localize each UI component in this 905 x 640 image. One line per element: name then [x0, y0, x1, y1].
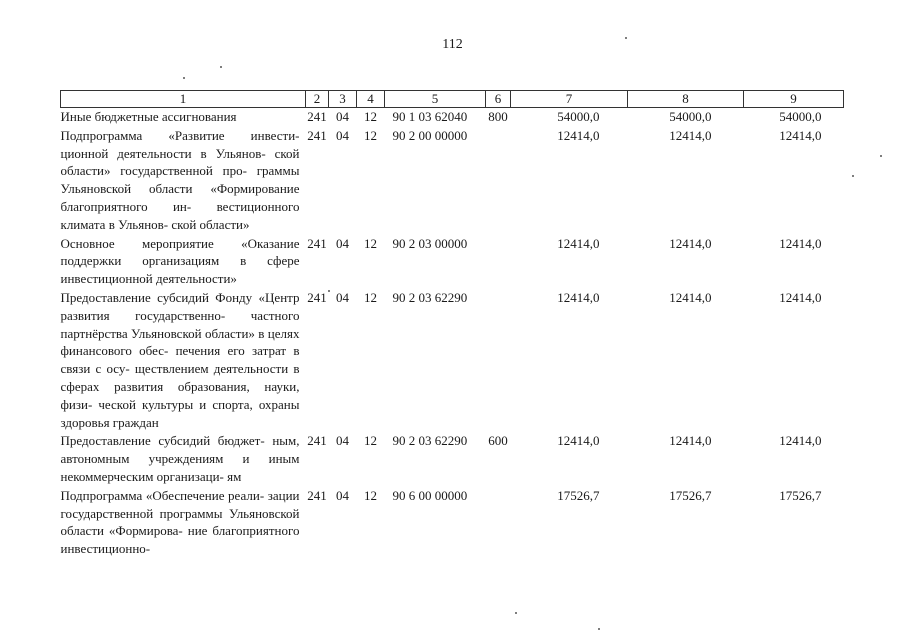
scan-speck [183, 77, 185, 79]
scan-speck [625, 37, 627, 39]
cell-amount-7: 12414,0 [557, 433, 600, 449]
cell-target-code: 90 6 00 00000 [392, 487, 468, 503]
scan-speck [328, 290, 330, 292]
cell-amount-8: 12414,0 [669, 127, 712, 143]
cell-amount-8: 54000,0 [669, 109, 712, 124]
column-header: 5 [385, 91, 486, 108]
cell-code-4: 12 [364, 487, 377, 503]
scan-speck [598, 628, 600, 630]
cell-code-3: 04 [336, 235, 349, 251]
row-name: Подпрограмма «Обеспечение реали- зации государственной программы Ульяновской области «Формирова- ние благоприятного инвестиционно- [60, 487, 300, 557]
cell-amount-9: 12414,0 [779, 235, 822, 251]
cell-code-4: 12 [364, 433, 377, 449]
cell-code-2: 241 [307, 289, 327, 305]
cell-expense-type [486, 235, 511, 289]
cell-code-4: 12 [364, 109, 377, 124]
cell-amount-8: 17526,7 [669, 487, 712, 503]
row-name: Предоставление субсидий Фонду «Центр развития государственно- частного партнёрства Ульяновской области» в целях финансового обес- печения его затрат в связи с осу- ществлением деятельности в сферах развития образования, науки, физи- ческой культуры и спорта, охраны здоровья граждан [60, 289, 300, 430]
cell-amount-7: 54000,0 [557, 109, 600, 124]
column-header: 2 [306, 91, 329, 108]
column-header: 1 [61, 91, 306, 108]
cell-target-code: 90 2 00 00000 [392, 127, 468, 143]
cell-code-4: 12 [364, 127, 377, 143]
cell-code-2: 241 [307, 235, 327, 251]
cell-code-4: 12 [364, 235, 377, 251]
cell-code-2: 241 [307, 487, 327, 503]
table-row [61, 235, 844, 289]
cell-amount-7: 12414,0 [557, 235, 600, 251]
cell-amount-7: 12414,0 [557, 127, 600, 143]
cell-code-2: 241 [307, 127, 327, 143]
scan-speck [852, 175, 854, 177]
scan-speck [880, 155, 882, 157]
cell-code-3: 04 [336, 433, 349, 449]
cell-target-code: 90 2 03 62290 [392, 433, 468, 449]
column-header: 4 [357, 91, 385, 108]
cell-amount-7: 12414,0 [557, 289, 600, 305]
cell-amount-9: 12414,0 [779, 433, 822, 449]
cell-target-code: 90 2 03 62290 [392, 289, 468, 305]
cell-amount-9: 54000,0 [779, 109, 822, 124]
table-row [61, 289, 844, 432]
table-row [61, 108, 844, 127]
table-row [61, 432, 844, 486]
row-name: Предоставление субсидий бюджет- ным, автономным учреждениям и иным некоммерческим организаци- ям [60, 433, 300, 484]
cell-expense-type: 800 [488, 109, 508, 124]
cell-amount-8: 12414,0 [669, 289, 712, 305]
column-header: 9 [744, 91, 844, 108]
cell-code-3: 04 [336, 289, 349, 305]
cell-amount-8: 12414,0 [669, 235, 712, 251]
cell-code-3: 04 [336, 127, 349, 143]
cell-expense-type [486, 487, 511, 559]
table-header-row [61, 91, 844, 108]
cell-target-code: 90 2 03 00000 [392, 235, 468, 251]
table-row [61, 127, 844, 235]
column-header: 7 [511, 91, 628, 108]
cell-target-code: 90 1 03 62040 [392, 109, 468, 124]
cell-expense-type [486, 127, 511, 235]
table-row [61, 487, 844, 559]
column-header: 3 [329, 91, 357, 108]
row-name: Иные бюджетные ассигнования [60, 109, 237, 124]
cell-amount-9: 12414,0 [779, 127, 822, 143]
column-header: 6 [486, 91, 511, 108]
cell-expense-type: 600 [488, 433, 508, 449]
cell-code-3: 04 [336, 109, 349, 124]
cell-amount-9: 12414,0 [779, 289, 822, 305]
column-header: 8 [628, 91, 744, 108]
row-name: Подпрограмма «Развитие инвести- ционной деятельности в Ульянов- ской области» государственной про- граммы Ульяновской области «Формирование благоприятного ин- вестиционного климата в Ульянов- ской области» [60, 127, 300, 232]
page-number: 112 [442, 37, 463, 52]
cell-code-2: 241 [307, 109, 327, 124]
cell-amount-7: 17526,7 [557, 487, 600, 503]
cell-code-3: 04 [336, 487, 349, 503]
cell-code-2: 241 [307, 433, 327, 449]
cell-amount-9: 17526,7 [779, 487, 822, 503]
scan-speck [515, 612, 517, 614]
budget-table [60, 90, 844, 559]
cell-code-4: 12 [364, 289, 377, 305]
row-name: Основное мероприятие «Оказание поддержки организациям в сфере инвестиционной деятельности» [60, 235, 300, 287]
cell-expense-type [486, 289, 511, 432]
scan-speck [220, 66, 222, 68]
cell-amount-8: 12414,0 [669, 433, 712, 449]
